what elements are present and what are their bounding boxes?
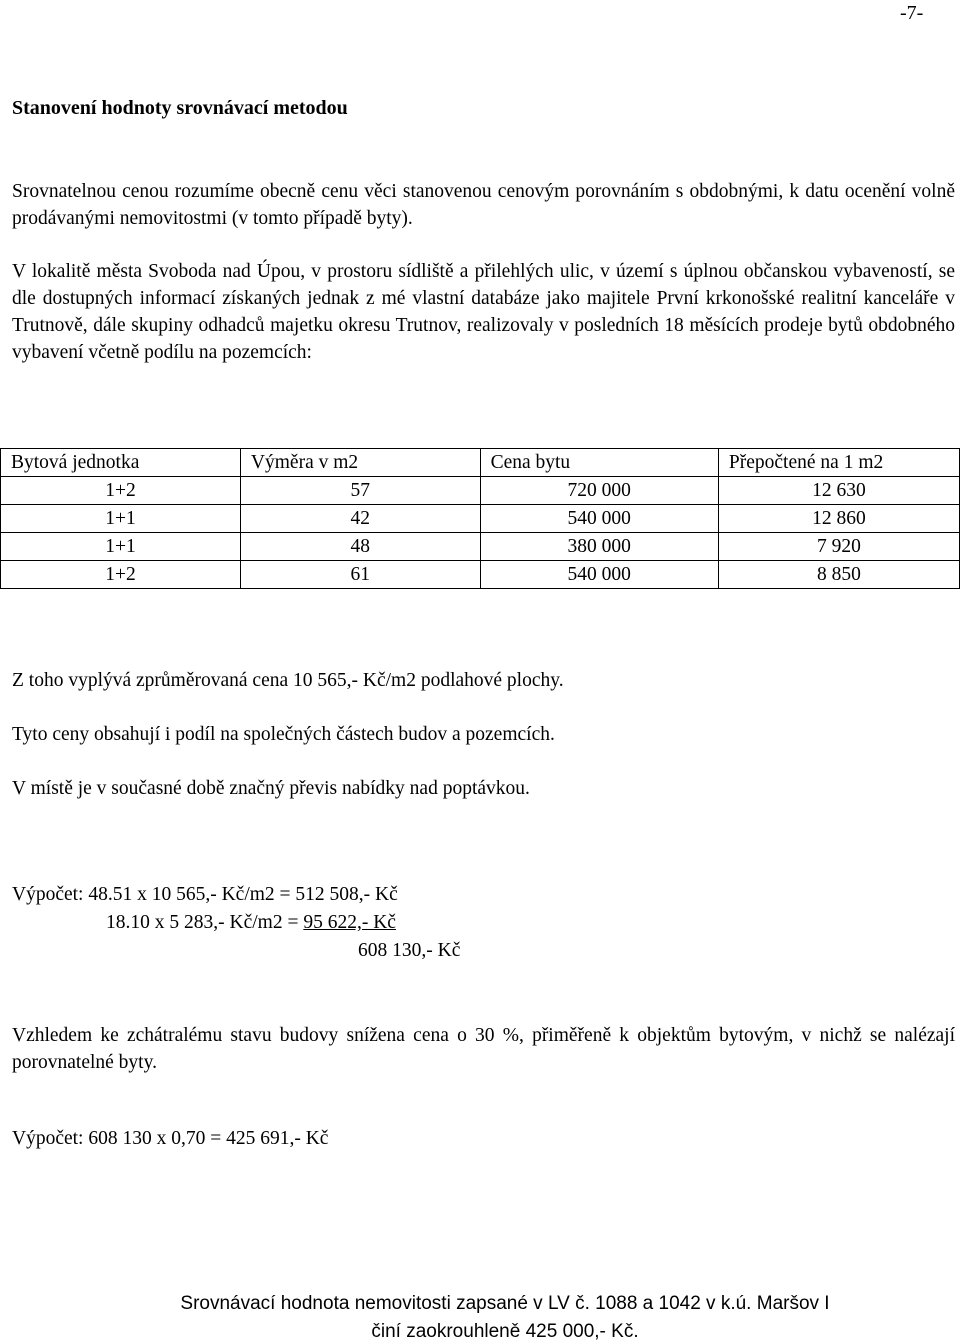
table-cell: 48 [240, 533, 480, 561]
table-row [1, 477, 960, 505]
table-cell: 57 [240, 477, 480, 505]
table-cell: 1+2 [1, 477, 241, 505]
final-calculation: Výpočet: 608 130 x 0,70 = 425 691,- Kč [12, 1128, 329, 1149]
table-cell: 12 860 [718, 505, 959, 533]
table-cell: 540 000 [480, 561, 718, 589]
calculation-line-2 [106, 912, 396, 934]
table-cell: 12 630 [718, 477, 959, 505]
table-cell: 7 920 [718, 533, 959, 561]
locality-paragraph: V lokalitě města Svoboda nad Úpou, v prostoru sídliště a přilehlých ulic, v území s úplnou občanskou vybaveností, se dle dostupných informací získaných jednak z mé vlastní databáze jako majitele První krkonošské realitní kanceláře v Trutnově, dále skupiny odhadců majetku okresu Trutnov, realizovaly v posledních 18 měsících prodeje bytů obdobného vybavení včetně podílu na pozemcích: [12, 261, 955, 363]
table-cell: 8 850 [718, 561, 959, 589]
intro-paragraph: Srovnatelnou cenou rozumíme obecně cenu věci stanovenou cenovým porovnáním s obdobnými, k datu ocenění volně prodávanými nemovitostmi (v tomto případě byty). [12, 181, 955, 229]
table-row [1, 505, 960, 533]
table-cell: 42 [240, 505, 480, 533]
comparison-table [0, 448, 960, 589]
table-cell: 1+2 [1, 561, 241, 589]
table-cell: 1+1 [1, 533, 241, 561]
table-header-row [1, 449, 960, 477]
table-header-cell: Bytová jednotka [1, 449, 241, 477]
table-header-cell: Cena bytu [480, 449, 718, 477]
table-cell: 1+1 [1, 505, 241, 533]
calculation-line-1: Výpočet: 48.51 x 10 565,- Kč/m2 = 512 508,- Kč [12, 884, 398, 905]
page-number: -7- [900, 2, 924, 24]
table-header-cell: Přepočtené na 1 m2 [718, 449, 959, 477]
table-cell: 540 000 [480, 505, 718, 533]
footer-line-1: Srovnávací hodnota nemovitosti zapsané v LV č. 1088 a 1042 v k.ú. Maršov I [180, 1293, 830, 1314]
table-cell: 380 000 [480, 533, 718, 561]
table-header-cell: Výměra v m2 [240, 449, 480, 477]
table-row [1, 533, 960, 561]
table-cell: 61 [240, 561, 480, 589]
market-note: V místě je v současné době značný převis nabídky nad poptávkou. [12, 778, 530, 799]
calculation-line-2-prefix: 18.10 x 5 283,- Kč/m2 = [106, 912, 304, 933]
footer-line-2: činí zaokrouhleně 425 000,- Kč. [371, 1321, 639, 1342]
table-row [1, 561, 960, 589]
calculation-total: 608 130,- Kč [358, 940, 461, 961]
average-price-line: Z toho vyplývá zprůměrovaná cena 10 565,- Kč/m2 podlahové plochy. [12, 670, 564, 691]
reduction-paragraph: Vzhledem ke zchátralému stavu budovy snížena cena o 30 %, přiměřeně k objektům bytovým, v nichž se nalézají porovnatelné byty. [12, 1025, 955, 1073]
price-note: Tyto ceny obsahují i podíl na společných částech budov a pozemcích. [12, 724, 555, 745]
table-cell: 720 000 [480, 477, 718, 505]
calculation-line-2-value: 95 622,- Kč [303, 912, 396, 933]
section-heading: Stanovení hodnoty srovnávací metodou [12, 97, 348, 119]
